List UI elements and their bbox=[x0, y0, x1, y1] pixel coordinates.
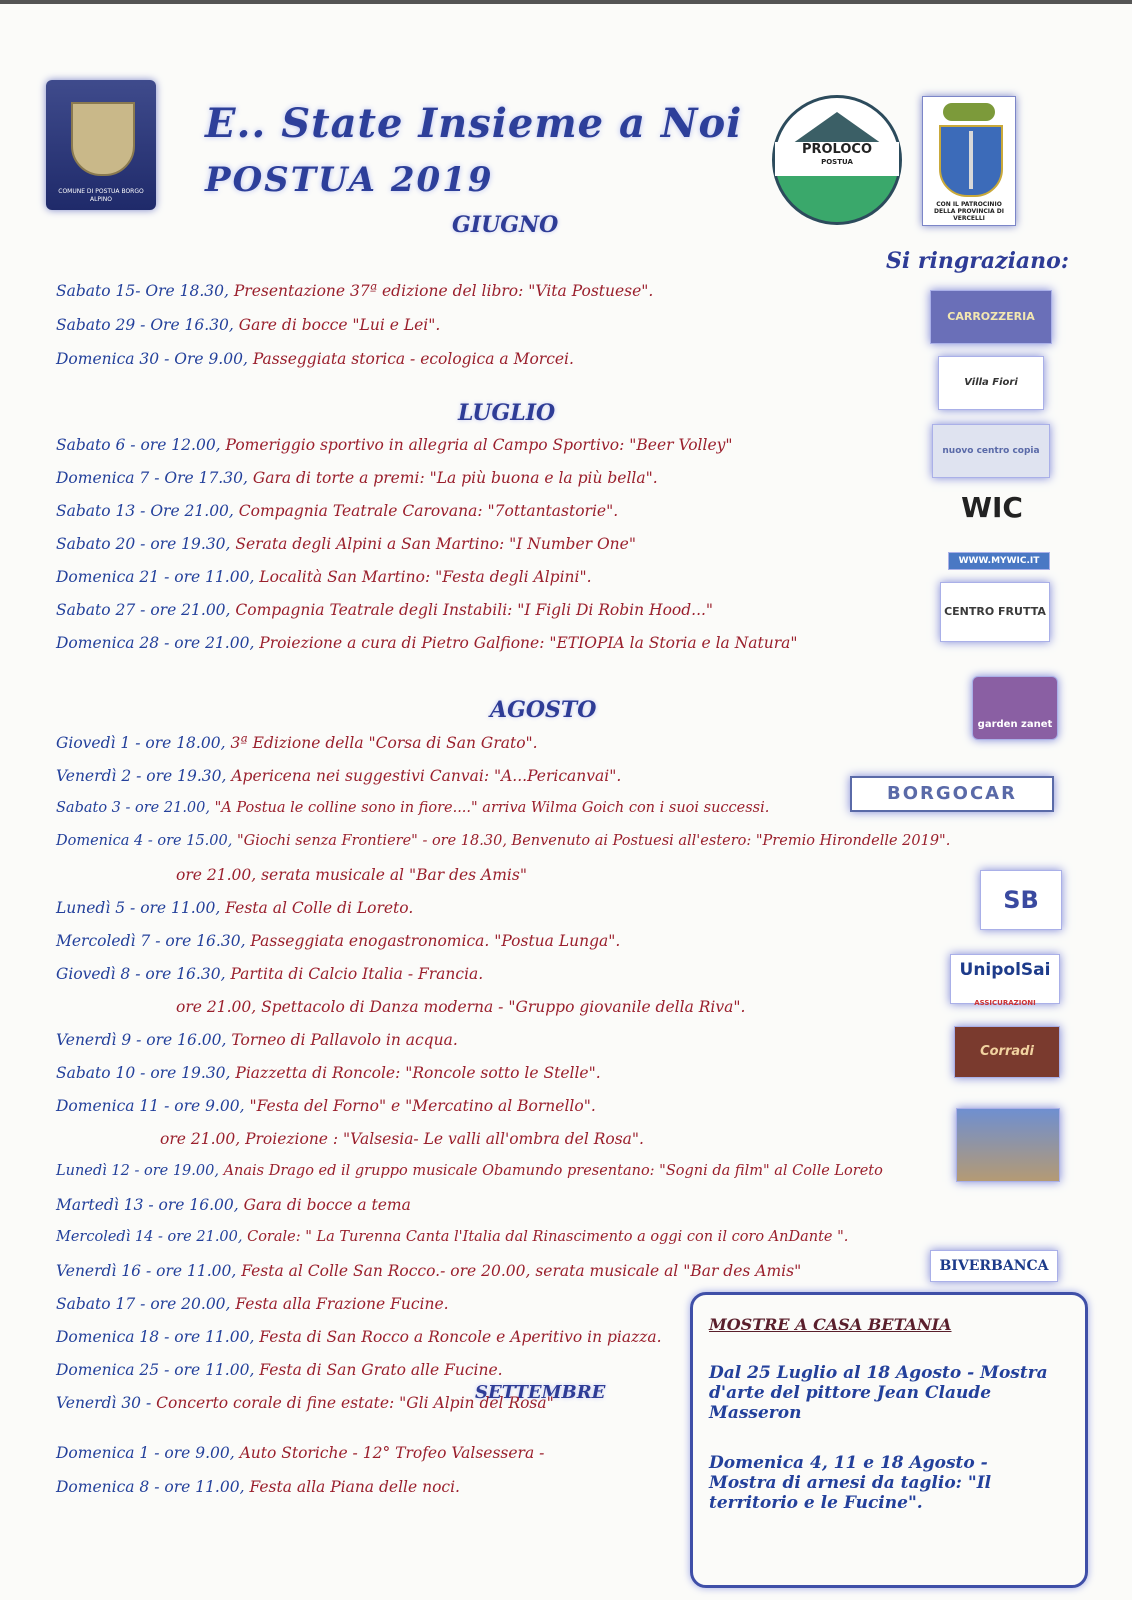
event-row: Domenica 28 - ore 21.00, Proiezione a cura di Pietro Galfione: "ETIOPIA la Storia e la Natura" bbox=[56, 634, 798, 652]
top-border bbox=[0, 0, 1132, 4]
event-row: Sabato 29 - Ore 16.30, Gare di bocce "Lui e Lei". bbox=[56, 316, 441, 334]
sponsor-villa: Villa Fiori bbox=[938, 356, 1044, 410]
event-row: Sabato 13 - Ore 21.00, Compagnia Teatrale Carovana: "7ottantastorie". bbox=[56, 502, 619, 520]
event-row: Sabato 15- Ore 18.30, Presentazione 37ª edizione del libro: "Vita Postuese". bbox=[56, 282, 654, 300]
proloco-logo bbox=[772, 95, 902, 225]
page-title: E.. State Insieme a Noi bbox=[205, 100, 743, 147]
unipolsai-sub: ASSICURAZIONI bbox=[974, 999, 1036, 1007]
sponsor-wic: WIC bbox=[961, 491, 1023, 524]
sponsor-sb: SB bbox=[980, 870, 1062, 930]
event-row: Sabato 6 - ore 12.00, Pomeriggio sportivo in allegria al Campo Sportivo: "Beer Volley" bbox=[56, 436, 733, 454]
sponsor-borgocar: BORGOCAR bbox=[850, 776, 1054, 812]
event-row: Giovedì 8 - ore 16.30, Partita di Calcio Italia - Francia. bbox=[56, 965, 484, 983]
event-row: Domenica 1 - ore 9.00, Auto Storiche - 12° Trofeo Valsessera - bbox=[56, 1444, 545, 1462]
mostre-title: MOSTRE A CASA BETANIA bbox=[709, 1315, 952, 1334]
event-row: Domenica 8 - ore 11.00, Festa alla Piana delle noci. bbox=[56, 1478, 460, 1496]
wreath-icon bbox=[943, 103, 995, 121]
event-row: Venerdì 2 - ore 19.30, Apericena nei suggestivi Canvai: "A...Pericanvai". bbox=[56, 767, 622, 785]
sponsor-carrozzeria-togna: CARROZZERIA bbox=[930, 290, 1052, 344]
proloco-band bbox=[775, 142, 899, 176]
provincia-caption: CON IL PATROCINIO DELLA PROVINCIA DI VERCELLI bbox=[934, 201, 1004, 222]
event-row: Venerdì 16 - ore 11.00, Festa al Colle San Rocco.- ore 20.00, serata musicale al "Bar des Amis" bbox=[56, 1262, 802, 1280]
section-luglio: LUGLIO bbox=[458, 400, 556, 426]
mostre-box bbox=[690, 1292, 1088, 1588]
sponsor-unipolsai bbox=[950, 954, 1060, 1007]
shield-icon bbox=[71, 102, 135, 176]
event-row: Sabato 17 - ore 20.00, Festa alla Frazione Fucine. bbox=[56, 1295, 449, 1313]
sponsor-photo bbox=[956, 1108, 1060, 1182]
sponsor-wic-url: WWW.MYWIC.IT bbox=[948, 552, 1050, 570]
event-row: Venerdì 9 - ore 16.00, Torneo di Pallavolo in acqua. bbox=[56, 1031, 458, 1049]
event-row: Mercoledì 7 - ore 16.30, Passeggiata enogastronomica. "Postua Lunga". bbox=[56, 932, 621, 950]
section-giugno: GIUGNO bbox=[452, 212, 559, 238]
mountain-icon bbox=[789, 112, 885, 146]
event-row: Lunedì 12 - ore 19.00, Anais Drago ed il gruppo musicale Obamundo presentano: "Sogni da film" al Colle Loreto bbox=[56, 1163, 883, 1179]
event-row: ore 21.00, serata musicale al "Bar des Amis" bbox=[176, 866, 527, 884]
unipolsai-name: UnipolSai bbox=[959, 960, 1051, 980]
event-row: Sabato 27 - ore 21.00, Compagnia Teatrale degli Instabili: "I Figli Di Robin Hood..." bbox=[56, 601, 714, 619]
sponsor-biverbanca: BIVERBANCA bbox=[930, 1250, 1058, 1282]
section-settembre: SETTEMBRE bbox=[475, 1382, 606, 1403]
page-subtitle: POSTUA 2019 bbox=[205, 160, 494, 200]
mostre-paragraph-1: Dal 25 Luglio al 18 Agosto - Mostra d'arte del pittore Jean Claude Masseron bbox=[709, 1363, 1048, 1423]
event-row: Lunedì 5 - ore 11.00, Festa al Colle di Loreto. bbox=[56, 899, 414, 917]
event-row: ore 21.00, Spettacolo di Danza moderna - "Gruppo giovanile della Riva". bbox=[176, 998, 746, 1016]
event-row: Sabato 20 - ore 19.30, Serata degli Alpini a San Martino: "I Number One" bbox=[56, 535, 636, 553]
event-row: Domenica 21 - ore 11.00, Località San Martino: "Festa degli Alpini". bbox=[56, 568, 592, 586]
event-row: Sabato 3 - ore 21.00, "A Postua le colline sono in fiore...." arriva Wilma Goich con i suoi successi. bbox=[56, 800, 770, 816]
event-row: Domenica 4 - ore 15.00, "Giochi senza Frontiere" - ore 18.30, Benvenuto ai Postuesi all'estero: "Premio Hirondelle 2019". bbox=[56, 833, 951, 849]
thanks-heading: Si ringraziano: bbox=[886, 248, 1069, 274]
event-row: Martedì 13 - ore 16.00, Gara di bocce a tema bbox=[56, 1196, 411, 1214]
sponsor-corradi: Corradi bbox=[954, 1026, 1060, 1078]
event-row: Domenica 7 - Ore 17.30, Gara di torte a premi: "La più buona e la più bella". bbox=[56, 469, 658, 487]
event-row: Venerdì 30 - Concerto corale di fine estate: "Gli Alpin del Rosa" bbox=[56, 1394, 554, 1412]
sponsor-centro-frutta: CENTRO FRUTTA bbox=[940, 582, 1050, 642]
event-row: Domenica 11 - ore 9.00, "Festa del Forno" e "Mercatino al Bornello". bbox=[56, 1097, 596, 1115]
mostre-paragraph-2: Domenica 4, 11 e 18 Agosto - Mostra di arnesi da taglio: "Il territorio e le Fucine". bbox=[709, 1453, 992, 1513]
postua-crest-logo bbox=[46, 80, 156, 210]
sponsor-garden-zanet: garden zanet bbox=[972, 676, 1058, 740]
event-row: Mercoledì 14 - ore 21.00, Corale: " La Turenna Canta l'Italia dal Rinascimento a oggi con il coro AnDante ". bbox=[56, 1229, 849, 1245]
banner-icon bbox=[939, 125, 1003, 197]
event-row: Sabato 10 - ore 19.30, Piazzetta di Roncole: "Roncole sotto le Stelle". bbox=[56, 1064, 601, 1082]
proloco-place: POSTUA bbox=[821, 158, 853, 166]
crest-caption: COMUNE DI POSTUA BORGO ALPINO bbox=[58, 188, 144, 203]
event-row: Domenica 18 - ore 11.00, Festa di San Rocco a Roncole e Aperitivo in piazza. bbox=[56, 1328, 662, 1346]
section-agosto: AGOSTO bbox=[490, 697, 597, 723]
proloco-name: PROLOCO bbox=[801, 142, 873, 157]
provincia-logo bbox=[922, 96, 1016, 226]
event-row: Domenica 25 - ore 11.00, Festa di San Grato alle Fucine. bbox=[56, 1361, 503, 1379]
event-row: Giovedì 1 - ore 18.00, 3ª Edizione della "Corsa di San Grato". bbox=[56, 734, 538, 752]
event-row: ore 21.00, Proiezione : "Valsesia- Le valli all'ombra del Rosa". bbox=[160, 1130, 644, 1148]
event-row: Domenica 30 - Ore 9.00, Passeggiata storica - ecologica a Morcei. bbox=[56, 350, 574, 368]
sponsor-nuovo-centro-copia: nuovo centro copia bbox=[932, 424, 1050, 478]
